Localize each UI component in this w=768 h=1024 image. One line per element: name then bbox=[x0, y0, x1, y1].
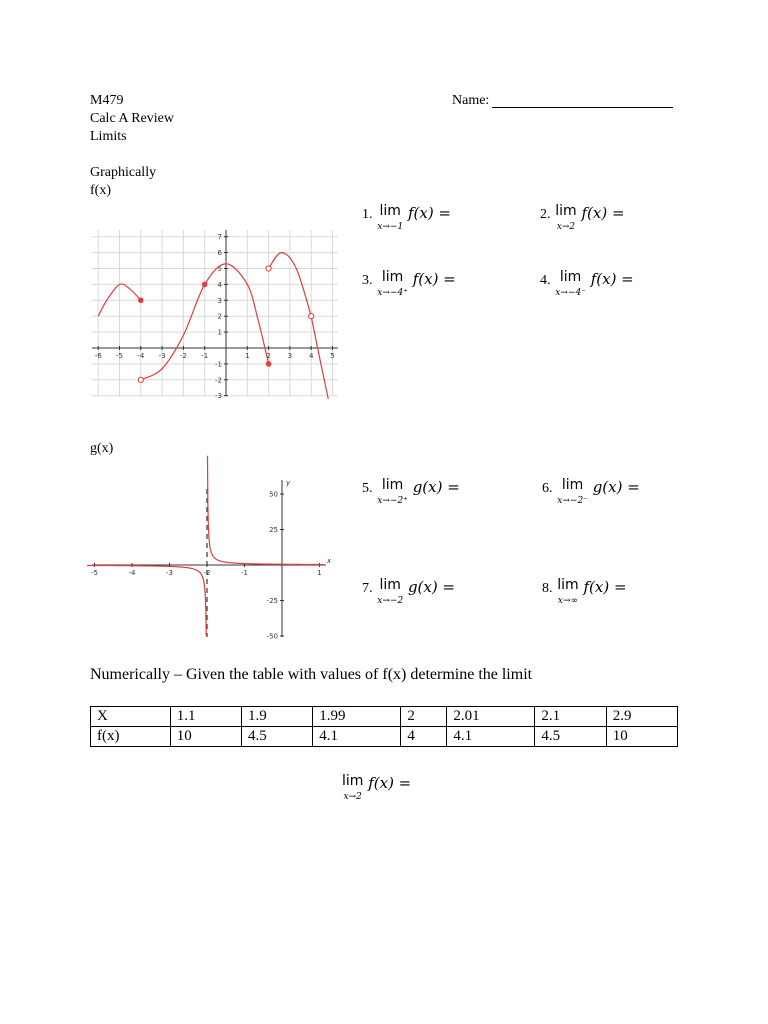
problem-8-lim: lim bbox=[557, 577, 579, 593]
graph-section-title-block bbox=[90, 164, 156, 200]
f-y-tick-label: 2 bbox=[217, 312, 222, 321]
problem-1-lim: lim bbox=[379, 203, 401, 219]
f-curve-right bbox=[308, 316, 328, 399]
problem-8-sub: x→∞ bbox=[557, 596, 579, 606]
f-x-tick-label: -2 bbox=[179, 352, 187, 360]
f-closed-point bbox=[266, 361, 272, 367]
g-x-tick-label: -1 bbox=[241, 569, 248, 577]
problem-3-sub: x→−4⁺ bbox=[377, 288, 408, 298]
problem-3-expr: f(x) = bbox=[412, 270, 456, 288]
g-x-axis-label: x bbox=[327, 557, 332, 565]
g-y-tick-label: -25 bbox=[266, 597, 278, 605]
problem-6-lim: lim bbox=[561, 477, 584, 493]
f-x-tick-label: 1 bbox=[245, 352, 250, 360]
f-y-tick-label: 4 bbox=[217, 280, 222, 289]
problem-7 bbox=[362, 578, 455, 608]
f-open-point bbox=[138, 377, 143, 382]
f-y-tick-label: -3 bbox=[215, 392, 222, 401]
f-x-tick-label: -4 bbox=[137, 352, 145, 360]
problem-7-lim: lim bbox=[379, 577, 401, 593]
problem-1 bbox=[362, 204, 451, 234]
problem-7-number: 7. bbox=[362, 581, 373, 596]
header-block bbox=[90, 92, 174, 146]
problem-5 bbox=[362, 478, 460, 508]
table-row-x bbox=[91, 707, 678, 727]
final-limit bbox=[342, 774, 411, 804]
f-y-tick-label: 3 bbox=[217, 296, 222, 305]
f-y-tick-label: 7 bbox=[217, 233, 222, 242]
table-cell: 2.1 bbox=[535, 707, 606, 727]
problem-3 bbox=[362, 270, 456, 300]
problem-8-number: 8. bbox=[542, 581, 553, 596]
problem-8-expr: f(x) = bbox=[583, 578, 627, 596]
problem-6-expr: g(x) = bbox=[592, 478, 640, 496]
g-label: g(x) bbox=[90, 441, 114, 456]
problem-8 bbox=[542, 578, 627, 608]
f-closed-point bbox=[138, 298, 144, 304]
problem-6-number: 6. bbox=[542, 481, 553, 496]
problem-4 bbox=[540, 270, 634, 300]
table-cell: 1.1 bbox=[170, 707, 241, 727]
table-cell: 1.9 bbox=[241, 707, 312, 727]
problem-2-expr: f(x) = bbox=[581, 204, 625, 222]
problem-1-sub: x→−1 bbox=[377, 222, 404, 232]
g-curve-left bbox=[87, 565, 206, 636]
g-graph bbox=[86, 475, 336, 641]
problem-6-sub: x→−2⁻ bbox=[557, 496, 588, 506]
table-cell: 1.99 bbox=[313, 707, 401, 727]
f-closed-point bbox=[202, 282, 208, 288]
table-cell: 4.1 bbox=[313, 727, 401, 747]
f-grid bbox=[92, 230, 338, 396]
problem-2-number: 2. bbox=[540, 207, 551, 222]
final-sub: x→2 bbox=[343, 792, 362, 802]
problem-1-number: 1. bbox=[362, 207, 373, 222]
f-y-tick-label: -1 bbox=[215, 360, 222, 369]
numeric-section-title: Numerically – Given the table with values of f(x) determine the limit bbox=[90, 666, 533, 683]
problem-7-expr: g(x) = bbox=[407, 578, 456, 596]
problem-4-number: 4. bbox=[540, 273, 551, 288]
problem-7-sub: x→−2 bbox=[377, 596, 404, 606]
g-x-tick-label: -3 bbox=[166, 569, 173, 577]
g-y-tick-label: 50 bbox=[269, 490, 278, 499]
f-open-point bbox=[309, 314, 314, 319]
name-field[interactable] bbox=[452, 92, 674, 110]
final-lim: lim bbox=[342, 773, 364, 789]
f-x-tick-label: -3 bbox=[158, 352, 166, 360]
problem-1-expr: f(x) = bbox=[407, 204, 452, 222]
table-cell: 10 bbox=[170, 727, 241, 747]
table-cell: 10 bbox=[606, 727, 677, 747]
f-x-tick-label: 5 bbox=[330, 352, 335, 360]
table-cell: 2 bbox=[401, 707, 447, 727]
g-x-tick-label: -2 bbox=[203, 569, 211, 577]
problem-4-lim: lim bbox=[559, 269, 582, 285]
name-underline[interactable] bbox=[492, 107, 673, 108]
g-x-tick-label: -5 bbox=[91, 569, 98, 577]
problem-2-sub: x→2 bbox=[556, 222, 576, 232]
problem-5-lim: lim bbox=[381, 477, 404, 493]
g-x-tick-label: 1 bbox=[317, 569, 322, 577]
f-x-tick-label: 2 bbox=[266, 352, 271, 360]
f-y-tick-label: 1 bbox=[217, 328, 222, 337]
problem-6 bbox=[542, 478, 640, 508]
f-open-point bbox=[266, 266, 271, 271]
g-x-tick-label: -4 bbox=[128, 569, 136, 577]
f-x-tick-label: -6 bbox=[94, 352, 102, 360]
topic-title: Limits bbox=[90, 129, 127, 144]
course-code: M479 bbox=[90, 93, 124, 108]
problem-5-sub: x→−2⁺ bbox=[377, 496, 408, 506]
table-row-f bbox=[91, 727, 678, 747]
g-y-axis-label: y bbox=[286, 479, 291, 487]
problem-2 bbox=[540, 204, 625, 234]
f-x-tick-label: -5 bbox=[116, 352, 123, 360]
g-curve-right bbox=[207, 456, 323, 565]
problem-2-lim: lim bbox=[555, 203, 577, 219]
table-cell: 4 bbox=[401, 727, 447, 747]
table-cell: 4.1 bbox=[447, 727, 535, 747]
table-cell: X bbox=[91, 707, 171, 727]
problem-5-expr: g(x) = bbox=[412, 478, 460, 496]
f-x-tick-label: 4 bbox=[308, 352, 314, 360]
g-y-tick-label: -50 bbox=[266, 632, 278, 641]
table-cell: 2.01 bbox=[447, 707, 535, 727]
problem-4-expr: f(x) = bbox=[590, 270, 634, 288]
name-label: Name: bbox=[452, 93, 490, 108]
table-cell: 4.5 bbox=[535, 727, 606, 747]
course-title: Calc A Review bbox=[90, 111, 174, 126]
f-y-tick-label: 6 bbox=[217, 249, 222, 258]
graph-section-title: Graphically bbox=[90, 165, 157, 180]
table-cell: f(x) bbox=[91, 727, 171, 747]
problem-4-sub: x→−4⁻ bbox=[555, 288, 586, 298]
values-table bbox=[90, 706, 678, 747]
f-graph bbox=[92, 230, 342, 401]
f-y-tick-label: -2 bbox=[215, 376, 222, 385]
final-expr: f(x) = bbox=[368, 774, 412, 792]
table-cell: 4.5 bbox=[241, 727, 312, 747]
table-cell: 2.9 bbox=[606, 707, 677, 727]
f-x-tick-label: -1 bbox=[201, 352, 209, 360]
f-label: f(x) bbox=[90, 183, 111, 198]
problem-5-number: 5. bbox=[362, 481, 373, 496]
f-y-tick-label: 5 bbox=[217, 265, 222, 273]
problem-3-number: 3. bbox=[362, 273, 373, 288]
f-x-tick-label: 3 bbox=[287, 352, 293, 360]
problem-3-lim: lim bbox=[381, 269, 404, 285]
g-y-tick-label: 25 bbox=[269, 526, 278, 534]
